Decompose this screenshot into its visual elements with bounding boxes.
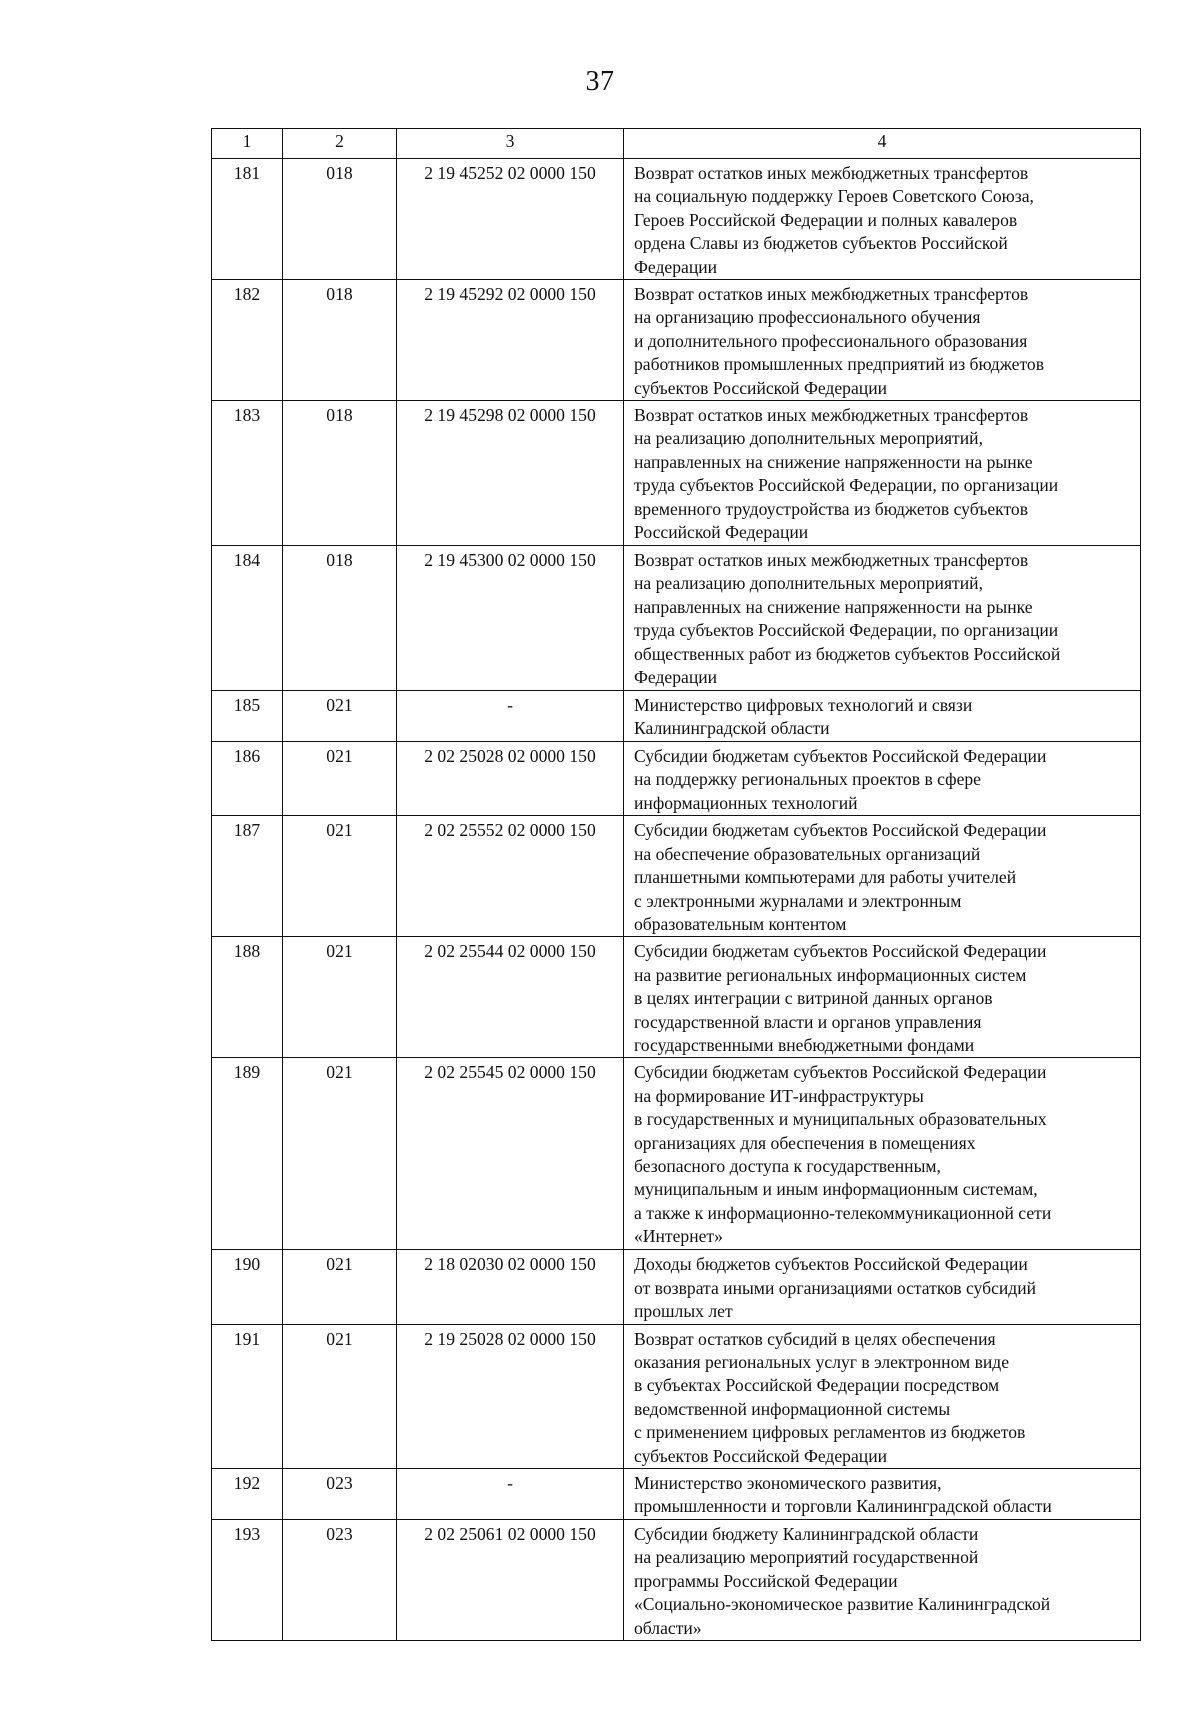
row-description: Субсидии бюджетам субъектов Российской Федерации на поддержку региональных проектов в сфере информационных технологий: [624, 742, 1141, 816]
row-number: 184: [212, 546, 283, 691]
table-row: [212, 691, 1141, 742]
table-row: [212, 401, 1141, 546]
row-description: Субсидии бюджету Калининградской области на реализацию мероприятий государственной программы Российской Федерации «Социально-экономическое развитие Калининградской области»: [624, 1520, 1141, 1641]
admin-code: 018: [283, 546, 397, 691]
row-description: Субсидии бюджетам субъектов Российской Федерации на развитие региональных информационных систем в целях интеграции с витриной данных органов государственной власти и органов управления государственными внебюджетными фондами: [624, 937, 1141, 1058]
budget-code: 2 18 02030 02 0000 150: [397, 1250, 624, 1324]
table-row: [212, 546, 1141, 691]
budget-code: 2 02 25028 02 0000 150: [397, 742, 624, 816]
table-row: [212, 937, 1141, 1058]
row-description: Возврат остатков субсидий в целях обеспечения оказания региональных услуг в электронном виде в субъектах Российской Федерации посредством ведомственной информационной системы с применением цифровых регламентов из бюджетов субъектов Российской Федерации: [624, 1324, 1141, 1468]
row-description: Субсидии бюджетам субъектов Российской Федерации на обеспечение образовательных организаций планшетными компьютерами для работы учителей с электронными журналами и электронным образовательным контентом: [624, 816, 1141, 937]
admin-code: 023: [283, 1520, 397, 1641]
budget-code: 2 19 45298 02 0000 150: [397, 401, 624, 546]
row-description: Доходы бюджетов субъектов Российской Федерации от возврата иными организациями остатков субсидий прошлых лет: [624, 1250, 1141, 1324]
row-description: Субсидии бюджетам субъектов Российской Федерации на формирование ИТ-инфраструктуры в государственных и муниципальных образовательных организациях для обеспечения в помещениях безопасного доступа к государственным, муниципальным и иным информационным системам, а также к информационно-телекоммуникационной сети «Интернет»: [624, 1058, 1141, 1250]
budget-code: 2 19 45300 02 0000 150: [397, 546, 624, 691]
admin-code: 018: [283, 401, 397, 546]
row-number: 190: [212, 1250, 283, 1324]
row-description: Возврат остатков иных межбюджетных трансфертов на социальную поддержку Героев Советского Союза, Героев Российской Федерации и полных кавалеров ордена Славы из бюджетов субъектов Российской Федерации: [624, 159, 1141, 280]
row-number: 192: [212, 1469, 283, 1520]
table-row: [212, 1469, 1141, 1520]
row-description: Возврат остатков иных межбюджетных трансфертов на организацию профессионального обучения и дополнительного профессионального образования работников промышленных предприятий из бюджетов субъектов Российской Федерации: [624, 280, 1141, 401]
row-number: 183: [212, 401, 283, 546]
admin-code: 021: [283, 1250, 397, 1324]
column-header-4: 4: [624, 129, 1141, 159]
admin-code: 021: [283, 816, 397, 937]
table-row: [212, 1058, 1141, 1250]
budget-code: -: [397, 1469, 624, 1520]
admin-code: 021: [283, 742, 397, 816]
row-number: 185: [212, 691, 283, 742]
row-number: 193: [212, 1520, 283, 1641]
table-row: [212, 1324, 1141, 1468]
budget-code: -: [397, 691, 624, 742]
column-header-1: 1: [212, 129, 283, 159]
row-number: 181: [212, 159, 283, 280]
table-header-row: [212, 129, 1141, 159]
row-description: Возврат остатков иных межбюджетных трансфертов на реализацию дополнительных мероприятий, направленных на снижение напряженности на рынке труда субъектов Российской Федерации, по организации временного трудоустройства из бюджетов субъектов Российской Федерации: [624, 401, 1141, 546]
budget-code: 2 02 25061 02 0000 150: [397, 1520, 624, 1641]
budget-code: 2 02 25545 02 0000 150: [397, 1058, 624, 1250]
admin-code: 023: [283, 1469, 397, 1520]
table-row: [212, 816, 1141, 937]
row-number: 182: [212, 280, 283, 401]
row-number: 189: [212, 1058, 283, 1250]
table-row: [212, 1520, 1141, 1641]
row-description: Министерство экономического развития, промышленности и торговли Калининградской области: [624, 1469, 1141, 1520]
page-number: 37: [585, 66, 615, 97]
row-description: Министерство цифровых технологий и связи Калининградской области: [624, 691, 1141, 742]
budget-code: 2 02 25552 02 0000 150: [397, 816, 624, 937]
budget-code: 2 02 25544 02 0000 150: [397, 937, 624, 1058]
row-description: Возврат остатков иных межбюджетных трансфертов на реализацию дополнительных мероприятий, направленных на снижение напряженности на рынке труда субъектов Российской Федерации, по организации общественных работ из бюджетов субъектов Российской Федерации: [624, 546, 1141, 691]
admin-code: 021: [283, 1324, 397, 1468]
table-row: [212, 1250, 1141, 1324]
table-row: [212, 159, 1141, 280]
admin-code: 018: [283, 159, 397, 280]
row-number: 188: [212, 937, 283, 1058]
row-number: 186: [212, 742, 283, 816]
column-header-2: 2: [283, 129, 397, 159]
admin-code: 021: [283, 937, 397, 1058]
budget-codes-table: [211, 128, 1141, 1641]
admin-code: 018: [283, 280, 397, 401]
table-row: [212, 742, 1141, 816]
table-row: [212, 280, 1141, 401]
budget-code: 2 19 45252 02 0000 150: [397, 159, 624, 280]
column-header-3: 3: [397, 129, 624, 159]
admin-code: 021: [283, 691, 397, 742]
row-number: 187: [212, 816, 283, 937]
budget-code: 2 19 25028 02 0000 150: [397, 1324, 624, 1468]
budget-code: 2 19 45292 02 0000 150: [397, 280, 624, 401]
row-number: 191: [212, 1324, 283, 1468]
admin-code: 021: [283, 1058, 397, 1250]
